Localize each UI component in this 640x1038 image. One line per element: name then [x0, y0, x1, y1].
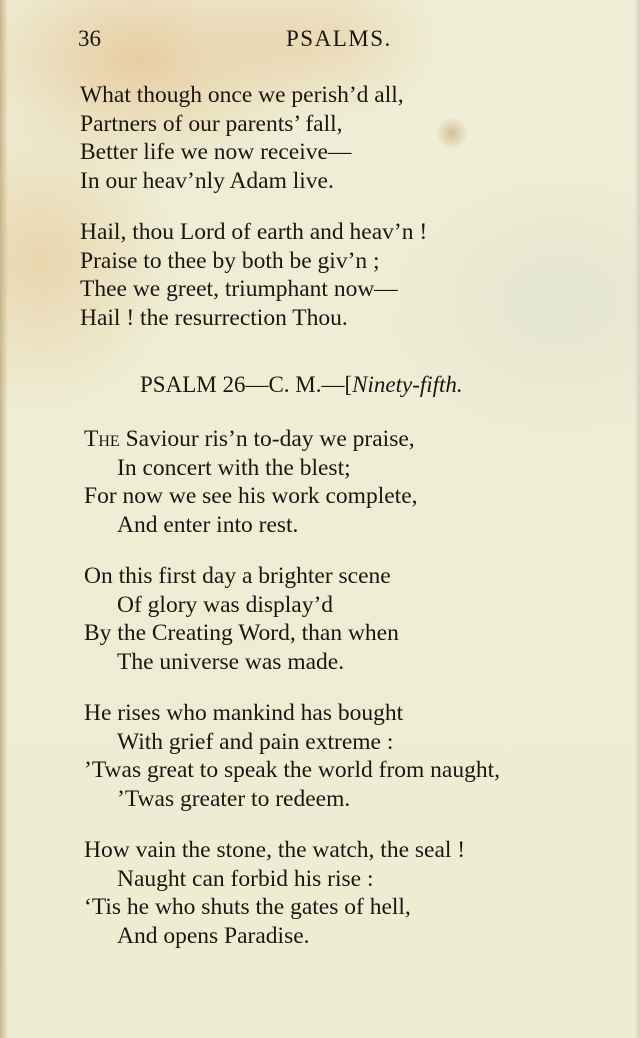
verse-line: ‘Tis he who shuts the gates of hell, — [84, 894, 411, 921]
psalm-stanza-3 — [84, 699, 500, 813]
verse-line: On this first day a brighter scene — [84, 563, 391, 589]
first-line-text: Saviour ris’n to-day we praise, — [119, 426, 415, 452]
psalm-stanza-4 — [84, 836, 465, 950]
verse-line: Hail, thou Lord of earth and heav’n ! — [80, 219, 428, 245]
verse-line: Better life we now receive— — [80, 139, 352, 166]
page-outer-edge — [634, 0, 640, 1038]
verse-line: The universe was made. — [117, 648, 345, 675]
previous-hymn-stanza-2 — [80, 218, 427, 332]
psalm-number-meter: PSALM 26—C. M.—[ — [140, 372, 353, 397]
tune-name: Ninety-fifth. — [352, 372, 463, 397]
running-title: PSALMS. — [286, 26, 392, 51]
page-binding-edge — [0, 0, 8, 1038]
verse-line: By the Creating Word, than when — [84, 620, 399, 647]
verse-line: Partners of our parents’ fall, — [80, 110, 343, 137]
verse-line: ’Twas greater to redeem. — [117, 785, 351, 812]
verse-line: How vain the stone, the watch, the seal ! — [84, 837, 466, 863]
psalm-stanza-2 — [84, 562, 399, 676]
verse-line: Praise to thee by both be giv’n ; — [80, 247, 380, 274]
verse-line: And opens Paradise. — [117, 922, 310, 949]
verse-line: Naught can forbid his rise : — [117, 865, 374, 892]
running-head — [78, 26, 568, 56]
psalm-stanza-1 — [84, 425, 418, 539]
opening-word: The — [84, 426, 120, 452]
verse-line: And enter into rest. — [117, 511, 299, 538]
verse-line: He rises who mankind has bought — [84, 700, 404, 726]
verse-line: What though once we perish’d all, — [80, 82, 404, 108]
verse-line: For now we see his work complete, — [84, 483, 418, 510]
verse-line: With grief and pain extreme : — [117, 728, 394, 755]
previous-hymn-stanza-1 — [80, 81, 404, 195]
verse-line: Thee we greet, triumphant now— — [80, 276, 398, 303]
verse-line: Hail ! the resurrection Thou. — [80, 304, 348, 331]
verse-line: ’Twas great to speak the world from naught, — [84, 757, 501, 784]
verse-line — [84, 425, 418, 454]
page-number: 36 — [78, 26, 101, 51]
verse-line: Of glory was display’d — [117, 591, 334, 618]
verse-line: In our heav’nly Adam live. — [80, 167, 334, 194]
psalm-heading — [140, 372, 463, 398]
verse-line: In concert with the blest; — [117, 454, 351, 481]
